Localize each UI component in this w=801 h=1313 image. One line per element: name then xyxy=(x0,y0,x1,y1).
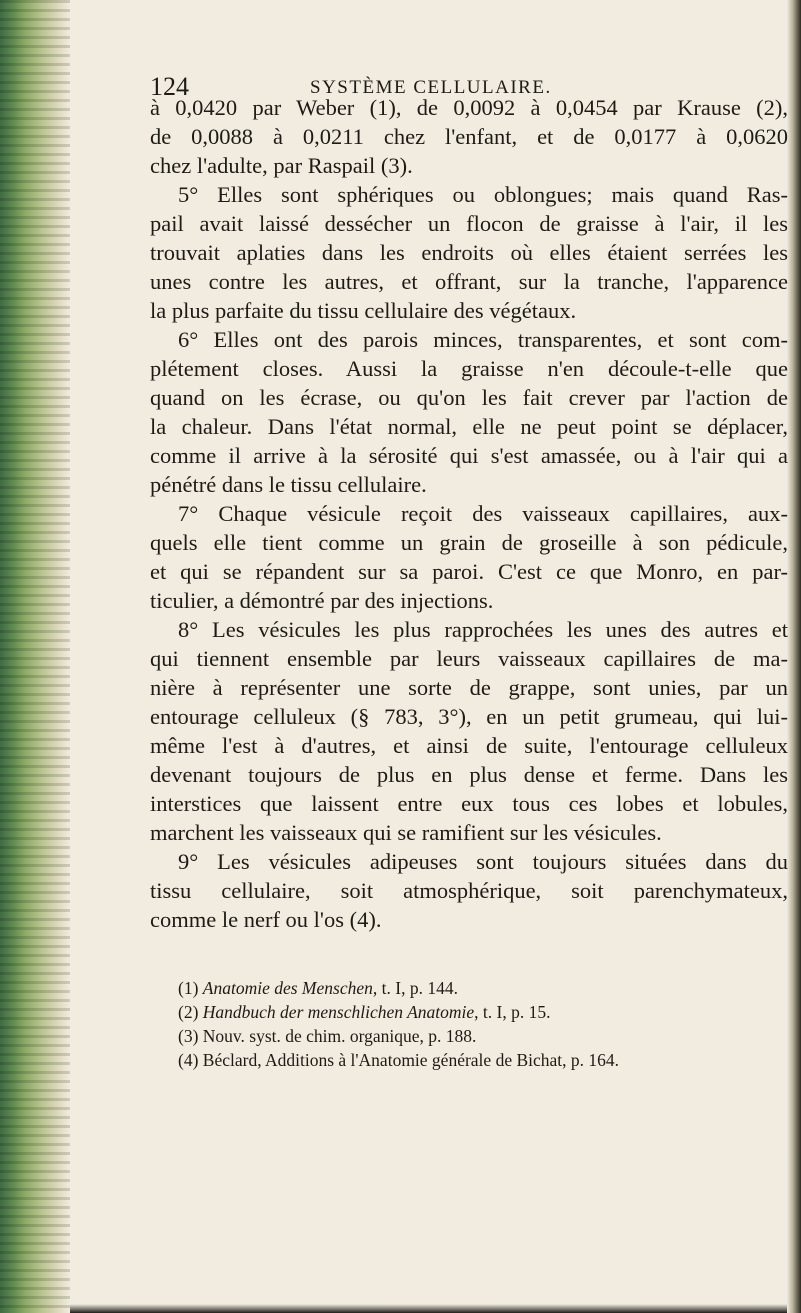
text-line: marchent les vaisseaux qui se ramifient sur les vésicules. xyxy=(150,820,662,845)
text-line: chez l'adulte, par Raspail (3). xyxy=(150,153,413,178)
footnotes xyxy=(150,976,788,1072)
text-line: la chaleur. Dans l'état normal, elle ne peut point se déplacer, xyxy=(150,414,788,439)
text-line: interstices que laissent entre eux tous ces lobes et lobules, xyxy=(150,791,788,816)
text-line: tissu cellulaire, soit atmosphérique, soit parenchymateux, xyxy=(150,878,788,903)
footnote-number: (1) xyxy=(178,978,199,998)
text-line: quand on les écrase, ou qu'on les fait crever par l'action de xyxy=(150,385,788,410)
paragraph xyxy=(150,847,788,934)
text-line: quels elle tient comme un grain de groseille à son pédicule, xyxy=(150,530,788,555)
text-line: qui tiennent ensemble par leurs vaisseaux capillaires de ma- xyxy=(150,646,788,671)
binding-gutter xyxy=(0,0,70,1313)
text-line: 6° Elles ont des parois minces, transparentes, et sont com- xyxy=(178,327,788,352)
running-head: SYSTÈME CELLULAIRE. xyxy=(310,77,552,98)
page-bottom-shadow xyxy=(70,1304,787,1313)
text-line: 7° Chaque vésicule reçoit des vaisseaux capillaires, aux- xyxy=(178,501,788,526)
text-line: de 0,0088 à 0,0211 chez l'enfant, et de 0,0177 à 0,0620 xyxy=(150,124,788,149)
footnote-title: Anatomie des Menschen xyxy=(202,978,373,998)
footnote xyxy=(150,1048,788,1072)
footnote-number: (3) xyxy=(178,1026,199,1046)
text-line: et qui se répandent sur sa paroi. C'est ce que Monro, en par- xyxy=(150,559,788,584)
footnote xyxy=(150,976,788,1000)
text-line: unes contre les autres, et offrant, sur la tranche, l'apparence xyxy=(150,269,788,294)
text-line: entourage celluleux (§ 783, 3°), en un petit grumeau, qui lui- xyxy=(150,704,788,729)
text-line: 9° Les vésicules adipeuses sont toujours situées dans du xyxy=(178,849,788,874)
footnote-text: , t. I, p. 144. xyxy=(372,978,458,998)
text-line: comme il arrive à la sérosité qui s'est amassée, ou à l'air qui a xyxy=(150,443,788,468)
footnote-title: Handbuch der menschlichen Anatomie xyxy=(202,1002,475,1022)
footnote-text: , t. I, p. 15. xyxy=(474,1002,551,1022)
text-line: ticulier, a démontré par des injections. xyxy=(150,588,494,613)
text-line: à 0,0420 par Weber (1), de 0,0092 à 0,0454 par Krause (2), xyxy=(150,95,788,120)
text-line: pail avait laissé dessécher un flocon de graisse à l'air, il les xyxy=(150,211,788,236)
text-line: trouvait aplaties dans les endroits où elles étaient serrées les xyxy=(150,240,788,265)
text-line: 5° Elles sont sphériques ou oblongues; mais quand Ras- xyxy=(178,182,788,207)
footnote-number: (2) xyxy=(178,1002,199,1022)
text-line: la plus parfaite du tissu cellulaire des végétaux. xyxy=(150,298,577,323)
text-line: comme le nerf ou l'os (4). xyxy=(150,907,382,932)
footnote xyxy=(150,1000,788,1024)
paragraph xyxy=(150,499,788,615)
text-line: devenant toujours de plus en plus dense et ferme. Dans les xyxy=(150,762,788,787)
footnote-text: Nouv. syst. de chim. organique, p. 188. xyxy=(202,1026,477,1046)
paragraph xyxy=(150,180,788,325)
text-line: plétement closes. Aussi la graisse n'en découle-t-elle que xyxy=(150,356,788,381)
page-edge xyxy=(787,0,801,1313)
footnote-text: Béclard, Additions à l'Anatomie générale de Bichat, p. 164. xyxy=(202,1050,620,1070)
body-text xyxy=(150,93,788,934)
paragraph xyxy=(150,325,788,499)
page-number: 124 xyxy=(150,72,189,101)
paragraph xyxy=(150,93,788,180)
text-line: 8° Les vésicules les plus rapprochées les unes des autres et xyxy=(178,617,788,642)
paragraph xyxy=(150,615,788,847)
footnote-number: (4) xyxy=(178,1050,199,1070)
footnote xyxy=(150,1024,788,1048)
text-line: pénétré dans le tissu cellulaire. xyxy=(150,472,427,497)
text-line: même l'est à d'autres, et ainsi de suite, l'entourage celluleux xyxy=(150,733,788,758)
text-line: nière à représenter une sorte de grappe, sont unies, par un xyxy=(150,675,788,700)
